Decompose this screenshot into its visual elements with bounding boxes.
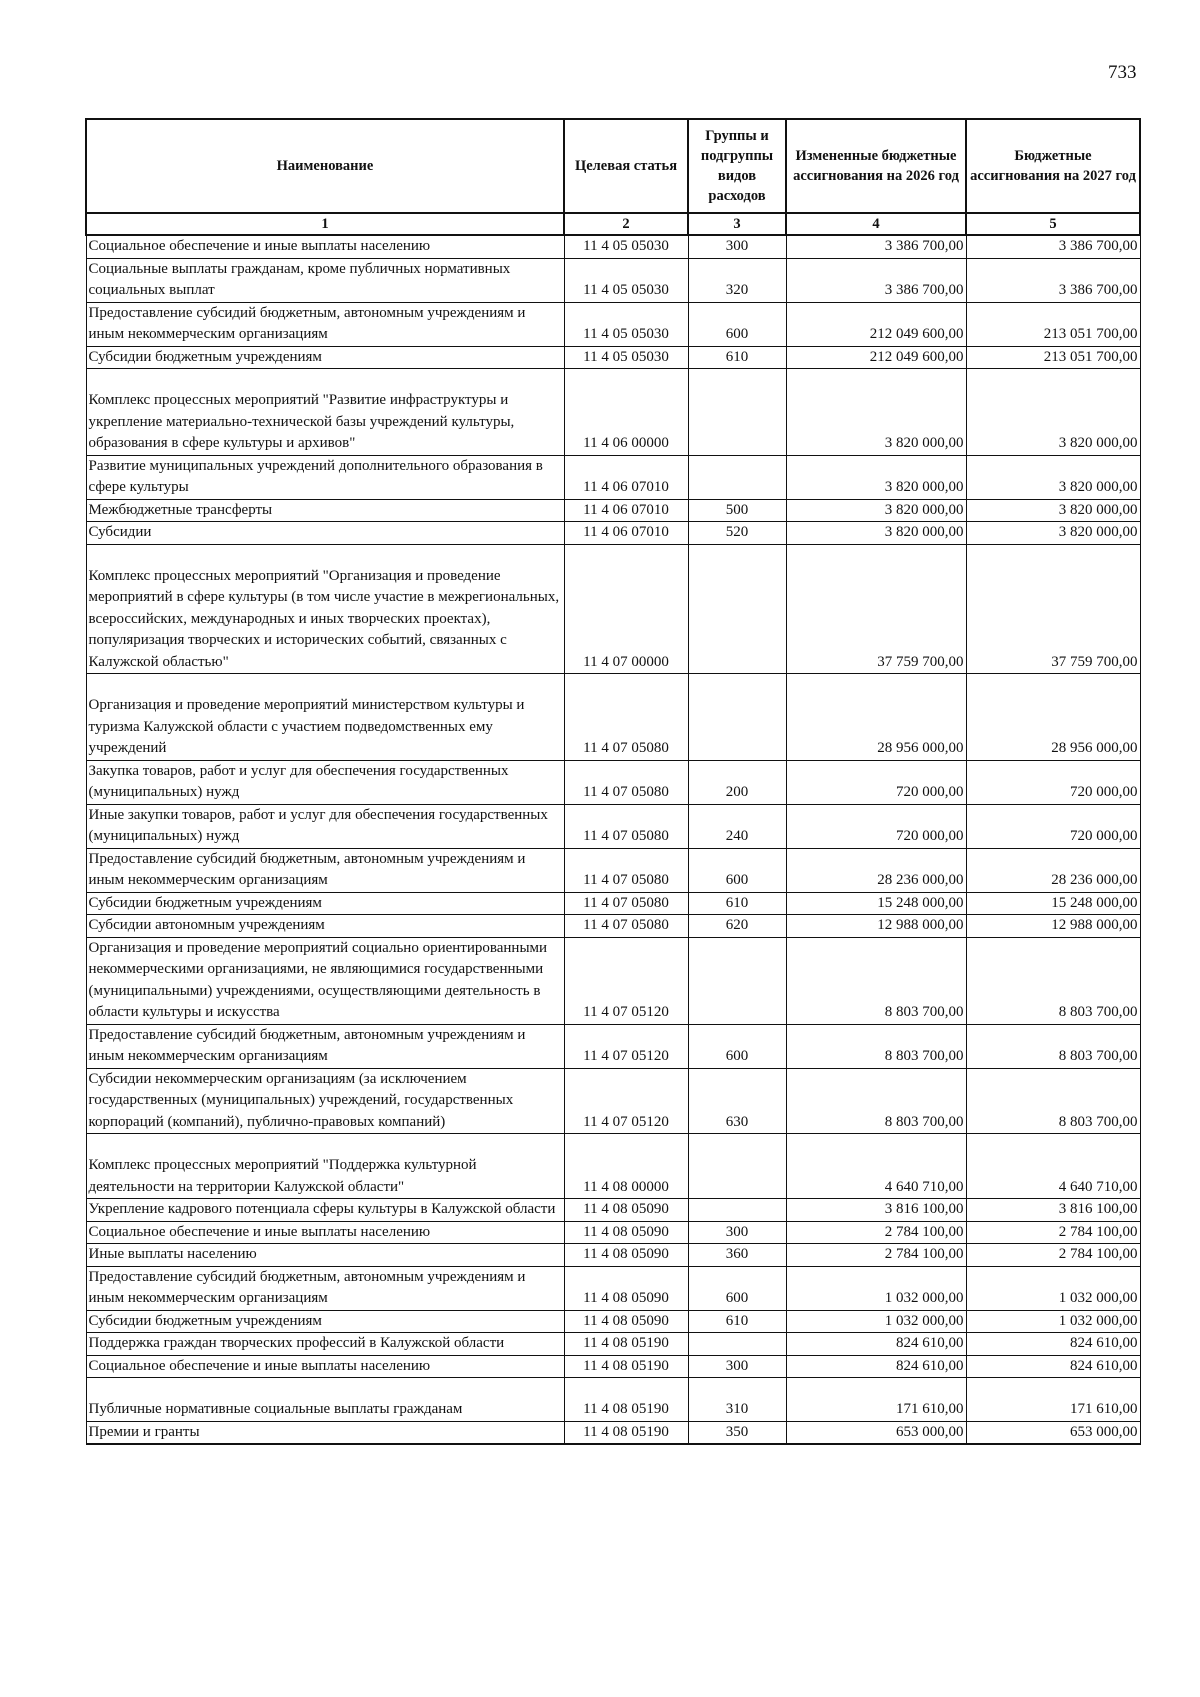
row-value-2026: 720 000,00 [786, 760, 966, 804]
table-row [86, 1333, 1140, 1356]
row-value-2026: 4 640 710,00 [786, 1134, 966, 1199]
row-code: 11 4 07 05120 [564, 1024, 688, 1068]
row-group: 630 [688, 1068, 786, 1134]
row-value-2026: 3 386 700,00 [786, 258, 966, 302]
budget-table [85, 118, 1141, 1445]
row-group: 350 [688, 1421, 786, 1444]
row-value-2026: 8 803 700,00 [786, 1068, 966, 1134]
row-code: 11 4 07 05080 [564, 804, 688, 848]
row-code: 11 4 05 05030 [564, 302, 688, 346]
row-name: Субсидии [86, 522, 564, 545]
row-code: 11 4 07 05080 [564, 915, 688, 938]
row-value-2026: 2 784 100,00 [786, 1221, 966, 1244]
column-number-row [86, 213, 1140, 235]
row-code: 11 4 08 05190 [564, 1333, 688, 1356]
table-row [86, 302, 1140, 346]
row-group [688, 455, 786, 499]
row-value-2027: 28 236 000,00 [966, 848, 1140, 892]
row-code: 11 4 07 05120 [564, 1068, 688, 1134]
table-row [86, 1068, 1140, 1134]
row-name: Поддержка граждан творческих профессий в Калужской области [86, 1333, 564, 1356]
row-group: 610 [688, 346, 786, 369]
row-code: 11 4 07 05080 [564, 760, 688, 804]
row-value-2026: 171 610,00 [786, 1378, 966, 1422]
row-name: Субсидии бюджетным учреждениям [86, 1310, 564, 1333]
page-number: 733 [1108, 62, 1137, 83]
column-number: 1 [86, 213, 564, 235]
row-code: 11 4 05 05030 [564, 258, 688, 302]
row-code: 11 4 08 05090 [564, 1310, 688, 1333]
row-name: Иные выплаты населению [86, 1244, 564, 1267]
row-value-2026: 3 820 000,00 [786, 522, 966, 545]
row-name: Социальное обеспечение и иные выплаты населению [86, 235, 564, 258]
column-number: 5 [966, 213, 1140, 235]
table-row [86, 1221, 1140, 1244]
table-row [86, 804, 1140, 848]
table-row [86, 915, 1140, 938]
table-row [86, 848, 1140, 892]
row-value-2027: 2 784 100,00 [966, 1221, 1140, 1244]
row-group: 610 [688, 1310, 786, 1333]
row-value-2026: 3 820 000,00 [786, 369, 966, 456]
row-group [688, 369, 786, 456]
row-code: 11 4 06 00000 [564, 369, 688, 456]
row-value-2026: 15 248 000,00 [786, 892, 966, 915]
row-value-2027: 3 386 700,00 [966, 258, 1140, 302]
row-value-2027: 28 956 000,00 [966, 674, 1140, 761]
row-group: 500 [688, 499, 786, 522]
table-row [86, 1355, 1140, 1378]
row-name: Комплекс процессных мероприятий "Организация и проведение мероприятий в сфере культуры (в том числе участие в межрегиональных, всероссийских, международных и иных творческих проектах), популяризация творческих и исторических событий, связанных с Калужской областью" [86, 544, 564, 674]
row-value-2027: 213 051 700,00 [966, 346, 1140, 369]
header-group: Группы и подгруппы видов расходов [688, 119, 786, 213]
row-name: Комплекс процессных мероприятий "Поддержка культурной деятельности на территории Калужской области" [86, 1134, 564, 1199]
row-group [688, 674, 786, 761]
row-code: 11 4 08 00000 [564, 1134, 688, 1199]
header-code: Целевая статья [564, 119, 688, 213]
row-value-2026: 1 032 000,00 [786, 1266, 966, 1310]
row-code: 11 4 06 07010 [564, 522, 688, 545]
row-value-2026: 212 049 600,00 [786, 346, 966, 369]
row-name: Иные закупки товаров, работ и услуг для обеспечения государственных (муниципальных) нужд [86, 804, 564, 848]
row-value-2027: 171 610,00 [966, 1378, 1140, 1422]
row-name: Закупка товаров, работ и услуг для обеспечения государственных (муниципальных) нужд [86, 760, 564, 804]
table-row [86, 937, 1140, 1024]
row-value-2026: 37 759 700,00 [786, 544, 966, 674]
row-group [688, 1333, 786, 1356]
row-value-2027: 12 988 000,00 [966, 915, 1140, 938]
row-value-2027: 3 816 100,00 [966, 1199, 1140, 1222]
row-value-2026: 212 049 600,00 [786, 302, 966, 346]
row-code: 11 4 08 05190 [564, 1421, 688, 1444]
row-value-2027: 8 803 700,00 [966, 937, 1140, 1024]
row-group: 300 [688, 1221, 786, 1244]
row-value-2026: 12 988 000,00 [786, 915, 966, 938]
row-group: 600 [688, 1024, 786, 1068]
row-value-2027: 8 803 700,00 [966, 1068, 1140, 1134]
table-row [86, 544, 1140, 674]
row-code: 11 4 08 05090 [564, 1266, 688, 1310]
row-code: 11 4 08 05090 [564, 1199, 688, 1222]
row-value-2027: 2 784 100,00 [966, 1244, 1140, 1267]
row-value-2027: 720 000,00 [966, 760, 1140, 804]
row-value-2027: 824 610,00 [966, 1333, 1140, 1356]
row-value-2027: 3 820 000,00 [966, 499, 1140, 522]
row-name: Публичные нормативные социальные выплаты гражданам [86, 1378, 564, 1422]
table-row [86, 892, 1140, 915]
row-group: 620 [688, 915, 786, 938]
table-row [86, 235, 1140, 258]
header-row [86, 119, 1140, 213]
row-name: Развитие муниципальных учреждений дополнительного образования в сфере культуры [86, 455, 564, 499]
row-value-2026: 28 236 000,00 [786, 848, 966, 892]
row-group: 360 [688, 1244, 786, 1267]
row-value-2026: 3 816 100,00 [786, 1199, 966, 1222]
row-name: Комплекс процессных мероприятий "Развитие инфраструктуры и укрепление материально-технической базы учреждений культуры, образования в сфере культуры и архивов" [86, 369, 564, 456]
row-name: Предоставление субсидий бюджетным, автономным учреждениям и иным некоммерческим организациям [86, 302, 564, 346]
table-row [86, 760, 1140, 804]
row-value-2027: 3 820 000,00 [966, 369, 1140, 456]
row-group: 240 [688, 804, 786, 848]
row-group: 600 [688, 302, 786, 346]
row-code: 11 4 08 05090 [564, 1221, 688, 1244]
row-value-2027: 213 051 700,00 [966, 302, 1140, 346]
row-code: 11 4 07 05080 [564, 674, 688, 761]
row-group: 200 [688, 760, 786, 804]
table-row [86, 1244, 1140, 1267]
row-value-2027: 720 000,00 [966, 804, 1140, 848]
row-name: Социальные выплаты гражданам, кроме публичных нормативных социальных выплат [86, 258, 564, 302]
row-value-2026: 720 000,00 [786, 804, 966, 848]
table-row [86, 1310, 1140, 1333]
row-name: Субсидии бюджетным учреждениям [86, 346, 564, 369]
table-row [86, 369, 1140, 456]
row-code: 11 4 08 05190 [564, 1378, 688, 1422]
row-code: 11 4 05 05030 [564, 346, 688, 369]
row-value-2026: 28 956 000,00 [786, 674, 966, 761]
table-row [86, 258, 1140, 302]
row-name: Субсидии бюджетным учреждениям [86, 892, 564, 915]
row-code: 11 4 08 05190 [564, 1355, 688, 1378]
row-group [688, 544, 786, 674]
row-name: Предоставление субсидий бюджетным, автономным учреждениям и иным некоммерческим организациям [86, 1266, 564, 1310]
row-name: Организация и проведение мероприятий министерством культуры и туризма Калужской области с участием подведомственных ему учреждений [86, 674, 564, 761]
row-value-2026: 3 820 000,00 [786, 499, 966, 522]
row-name: Организация и проведение мероприятий социально ориентированными некоммерческими организациями, не являющимися государственными (муниципальными) учреждениями, осуществляющими деятельность в области культуры и искусства [86, 937, 564, 1024]
row-group: 300 [688, 1355, 786, 1378]
row-value-2026: 3 386 700,00 [786, 235, 966, 258]
table-body [86, 235, 1140, 1444]
row-value-2027: 3 820 000,00 [966, 522, 1140, 545]
table-row [86, 1199, 1140, 1222]
table-row [86, 1266, 1140, 1310]
row-code: 11 4 08 05090 [564, 1244, 688, 1267]
row-code: 11 4 05 05030 [564, 235, 688, 258]
column-number: 4 [786, 213, 966, 235]
table-row [86, 1134, 1140, 1199]
row-value-2027: 37 759 700,00 [966, 544, 1140, 674]
row-value-2027: 15 248 000,00 [966, 892, 1140, 915]
row-group [688, 937, 786, 1024]
row-group: 610 [688, 892, 786, 915]
row-value-2027: 1 032 000,00 [966, 1266, 1140, 1310]
header-name: Наименование [86, 119, 564, 213]
table-row [86, 522, 1140, 545]
row-group: 520 [688, 522, 786, 545]
row-value-2026: 824 610,00 [786, 1333, 966, 1356]
row-name: Социальное обеспечение и иные выплаты населению [86, 1221, 564, 1244]
row-code: 11 4 07 00000 [564, 544, 688, 674]
table-row [86, 1421, 1140, 1444]
row-group: 310 [688, 1378, 786, 1422]
row-value-2026: 8 803 700,00 [786, 937, 966, 1024]
header-v2: Бюджетные ассигнования на 2027 год [966, 119, 1140, 213]
row-name: Социальное обеспечение и иные выплаты населению [86, 1355, 564, 1378]
row-name: Субсидии некоммерческим организациям (за исключением государственных (муниципальных) учреждений, государственных корпораций (компаний), публично-правовых компаний) [86, 1068, 564, 1134]
row-name: Предоставление субсидий бюджетным, автономным учреждениям и иным некоммерческим организациям [86, 1024, 564, 1068]
column-number: 3 [688, 213, 786, 235]
row-code: 11 4 06 07010 [564, 499, 688, 522]
row-name: Межбюджетные трансферты [86, 499, 564, 522]
row-value-2027: 3 820 000,00 [966, 455, 1140, 499]
row-group [688, 1134, 786, 1199]
row-group: 600 [688, 1266, 786, 1310]
row-value-2026: 1 032 000,00 [786, 1310, 966, 1333]
table-row [86, 499, 1140, 522]
row-group [688, 1199, 786, 1222]
column-number: 2 [564, 213, 688, 235]
row-code: 11 4 06 07010 [564, 455, 688, 499]
row-code: 11 4 07 05120 [564, 937, 688, 1024]
row-value-2027: 1 032 000,00 [966, 1310, 1140, 1333]
row-value-2026: 653 000,00 [786, 1421, 966, 1444]
row-value-2027: 4 640 710,00 [966, 1134, 1140, 1199]
row-code: 11 4 07 05080 [564, 848, 688, 892]
table-row [86, 674, 1140, 761]
row-name: Субсидии автономным учреждениям [86, 915, 564, 938]
row-value-2027: 653 000,00 [966, 1421, 1140, 1444]
header-v1: Измененные бюджетные ассигнования на 2026 год [786, 119, 966, 213]
row-value-2027: 824 610,00 [966, 1355, 1140, 1378]
table-row [86, 346, 1140, 369]
row-value-2026: 824 610,00 [786, 1355, 966, 1378]
row-group: 300 [688, 235, 786, 258]
row-value-2026: 8 803 700,00 [786, 1024, 966, 1068]
row-name: Предоставление субсидий бюджетным, автономным учреждениям и иным некоммерческим организациям [86, 848, 564, 892]
row-value-2027: 8 803 700,00 [966, 1024, 1140, 1068]
row-value-2027: 3 386 700,00 [966, 235, 1140, 258]
row-name: Премии и гранты [86, 1421, 564, 1444]
table-row [86, 1024, 1140, 1068]
row-code: 11 4 07 05080 [564, 892, 688, 915]
table-row [86, 455, 1140, 499]
table-row [86, 1378, 1140, 1422]
row-value-2026: 3 820 000,00 [786, 455, 966, 499]
row-group: 320 [688, 258, 786, 302]
row-group: 600 [688, 848, 786, 892]
row-name: Укрепление кадрового потенциала сферы культуры в Калужской области [86, 1199, 564, 1222]
row-value-2026: 2 784 100,00 [786, 1244, 966, 1267]
